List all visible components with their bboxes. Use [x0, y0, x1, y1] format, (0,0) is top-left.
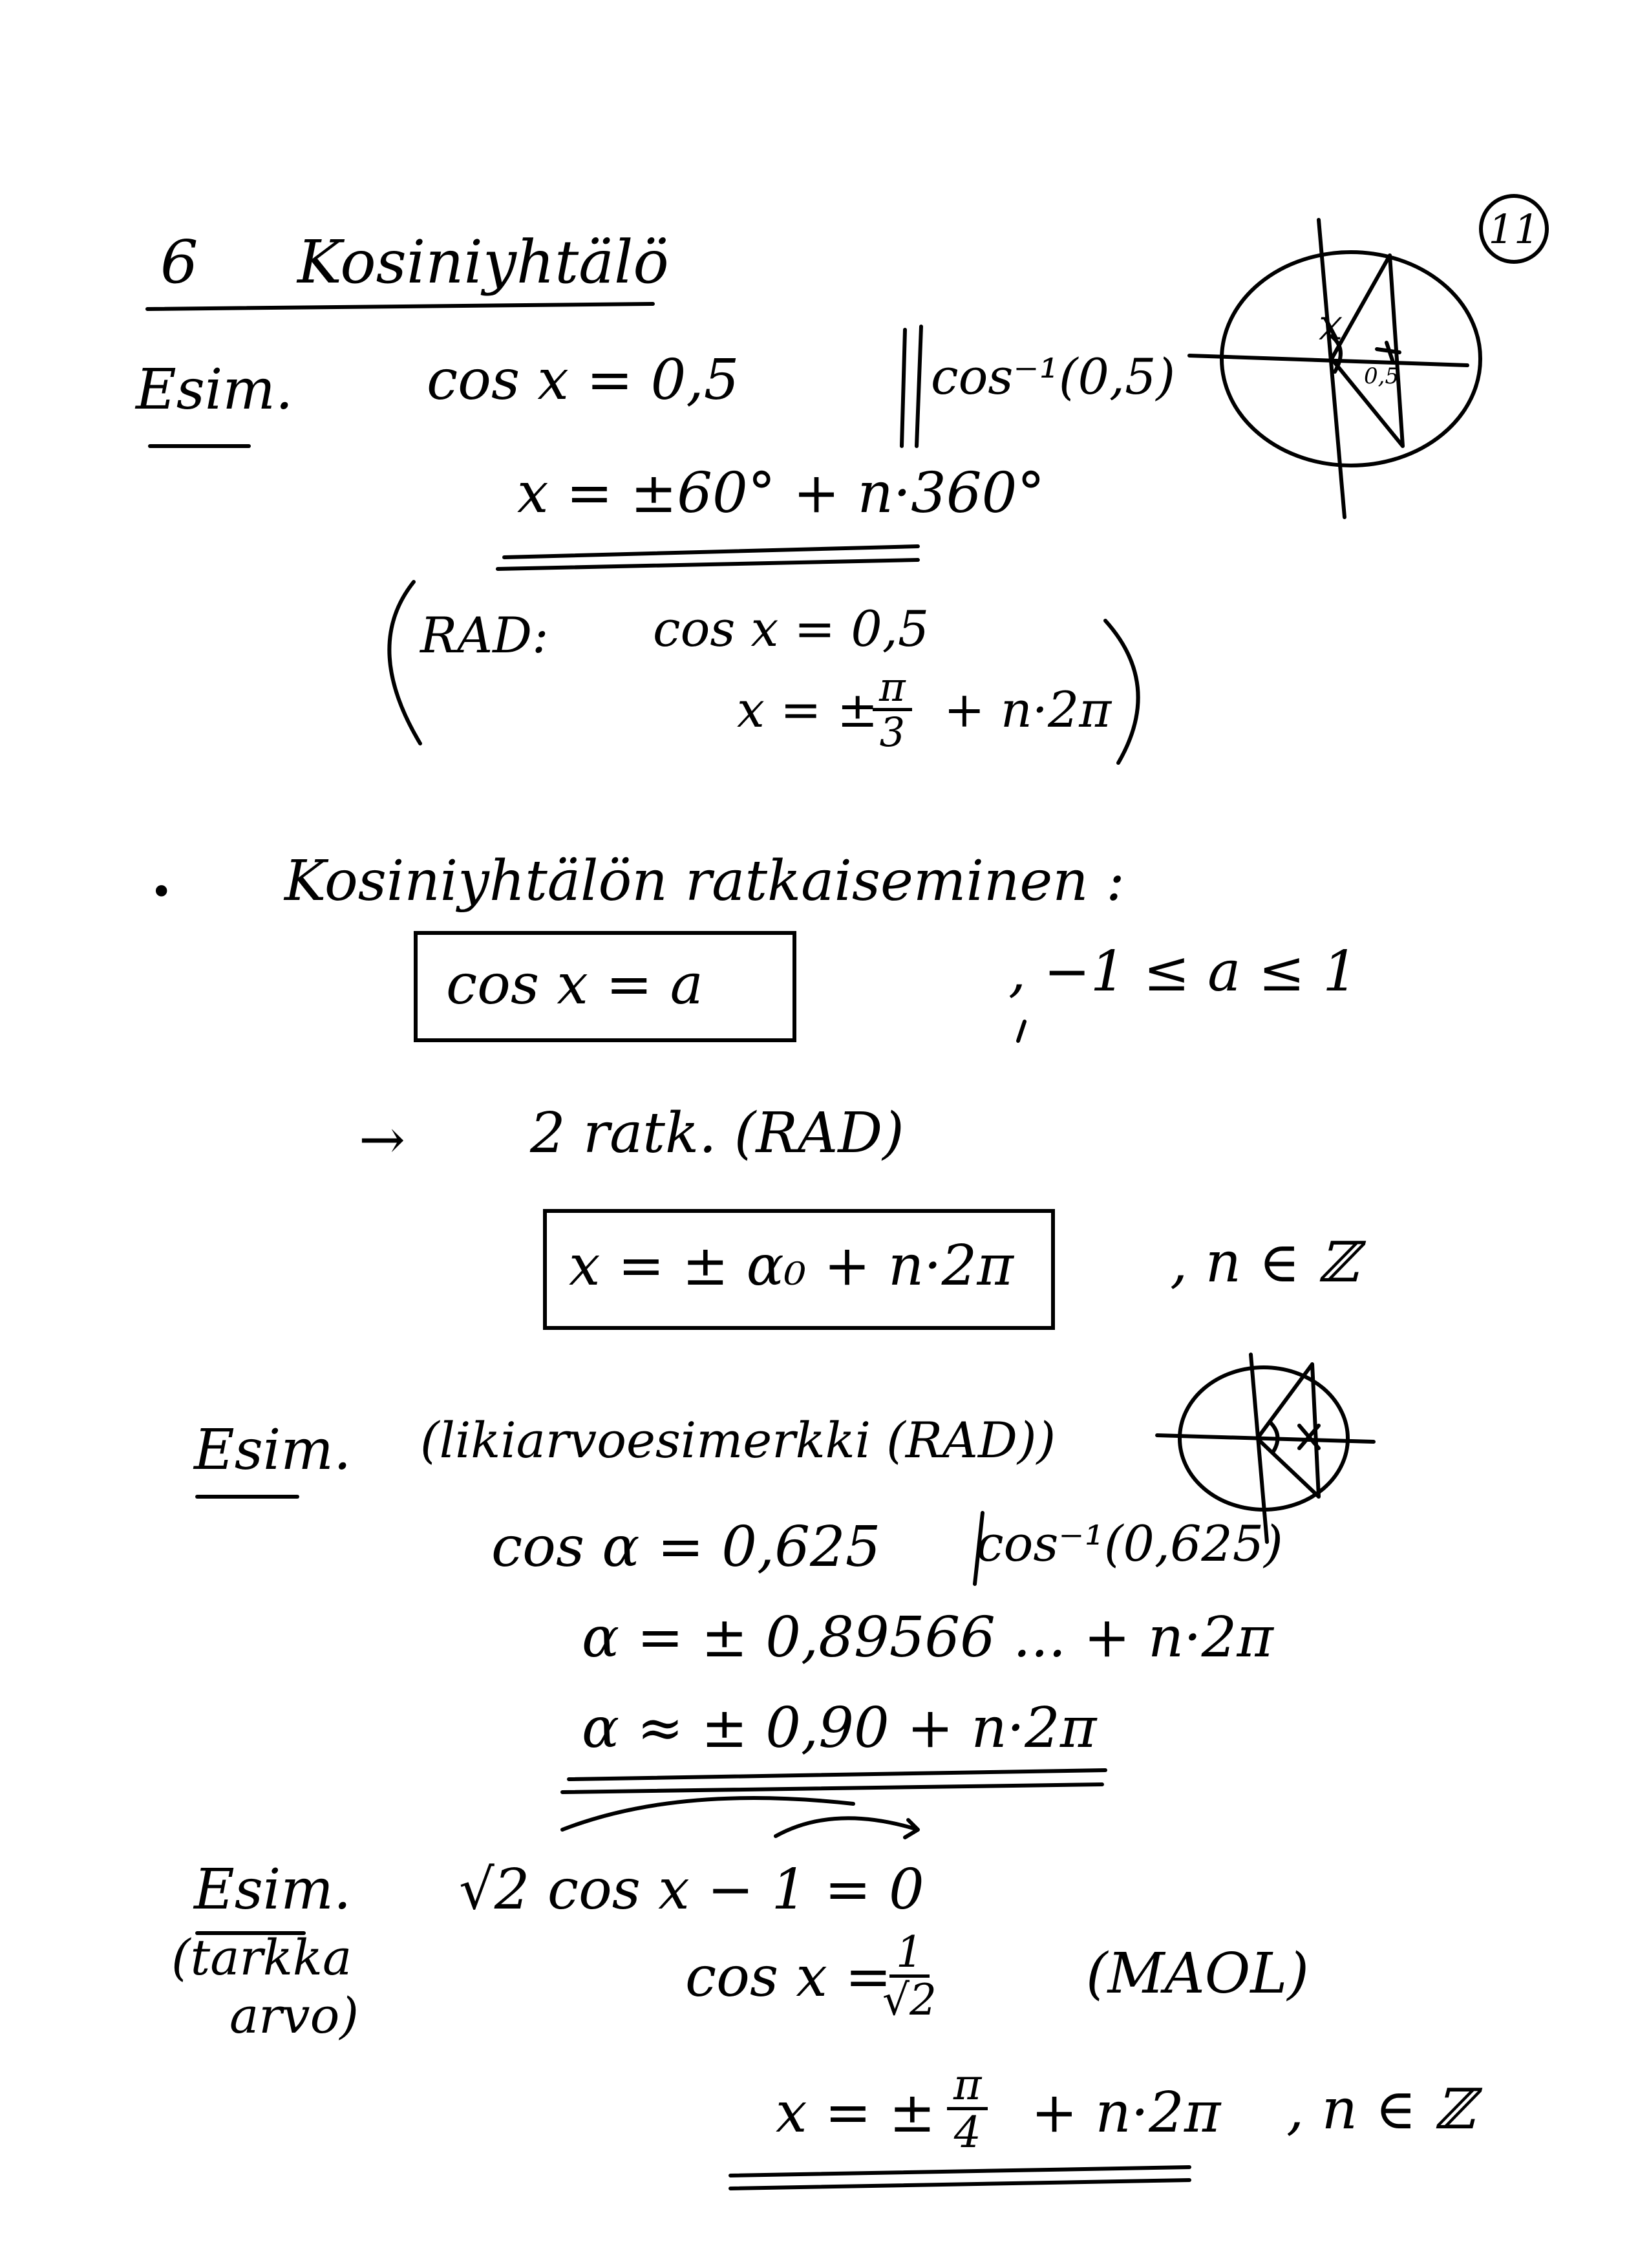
method-solutions-note: 2 ratk. (RAD) [530, 1101, 904, 1166]
example1-solution: x = ±60° + n·360° [517, 461, 1045, 526]
rad-left-bracket [389, 582, 420, 744]
example2-operation: cos⁻¹(0,625) [976, 1515, 1283, 1572]
method-boxed-solution: x = ± α₀ + n·2π [569, 1234, 1014, 1298]
example3-curved-mark-2 [776, 1818, 918, 1837]
example1-rad-label: RAD: [420, 606, 549, 664]
method-heading: Kosiniyhtälön ratkaiseminen : [284, 849, 1125, 914]
example3-solution-suffix: + n·2π [1031, 2081, 1221, 2145]
unit-circle-2 [1157, 1354, 1374, 1542]
example3-solution-denominator: 4 [953, 2108, 981, 2158]
example1-rad-equation: cos x = 0,5 [653, 600, 930, 658]
example2-operation-bar [975, 1513, 983, 1584]
circle1-value-label: 0,5 [1364, 363, 1399, 389]
example3-step1-numerator: 1 [889, 1930, 930, 1978]
example3-label: Esim. [194, 1857, 352, 1922]
example2-result-underline [562, 1770, 1105, 1792]
example1-rad-solution-suffix: + n·2π [944, 681, 1112, 738]
rad-right-bracket [1105, 621, 1138, 763]
example3-step1-denominator: √2 [882, 1975, 937, 2026]
page-number: 11 [1479, 194, 1549, 264]
example1-double-bar [902, 326, 921, 446]
circle1-angle-label: x [1319, 300, 1343, 350]
section-title: Kosiniyhtälö [297, 228, 669, 297]
bullet-point: • [150, 870, 173, 915]
example3-step1-note: (MAOL) [1086, 1942, 1309, 2006]
unit-circle-1 [1189, 220, 1480, 517]
method-arrow: → [359, 1107, 406, 1172]
method-integer-condition: , n ∈ ℤ [1170, 1230, 1359, 1295]
example2-step1: α = ± 0,89566 ... + n·2π [582, 1605, 1273, 1670]
example1-label: Esim. [136, 358, 293, 422]
example3-step1-prefix: cos x = [685, 1945, 892, 2009]
condition-comma [1018, 1022, 1025, 1041]
method-boxed-equation: cos x = a [446, 952, 703, 1017]
example3-integer-condition: , n ∈ ℤ [1286, 2077, 1475, 2142]
example1-operation: cos⁻¹(0,5) [931, 348, 1176, 405]
section-number: 6 [160, 228, 198, 297]
example3-sublabel-line1: (tarkka [171, 1929, 352, 1986]
example1-rad-denominator: 3 [879, 709, 906, 756]
example2-note: (likiarvoesimerkki (RAD)) [420, 1411, 1056, 1469]
example1-rad-numerator: π [873, 666, 912, 711]
example3-sublabel-line2: arvo) [229, 1987, 359, 2044]
example3-solution-prefix: x = ± [776, 2081, 936, 2145]
example3-curved-mark-1 [562, 1798, 853, 1830]
example3-solution-underline [730, 2167, 1189, 2188]
method-condition: , −1 ≤ a ≤ 1 [1008, 939, 1358, 1004]
example2-step2: α ≈ ± 0,90 + n·2π [582, 1696, 1097, 1760]
example1-equation: cos x = 0,5 [427, 348, 739, 412]
example2-label: Esim. [194, 1418, 352, 1482]
example1-rad-solution-prefix: x = ± [737, 681, 878, 738]
example2-equation: cos α = 0,625 [491, 1515, 881, 1579]
example3-equation: √2 cos x − 1 = 0 [459, 1857, 924, 1922]
example3-solution-numerator: π [947, 2062, 988, 2110]
example1-solution-underline [498, 546, 918, 569]
heading-underline [147, 304, 653, 309]
